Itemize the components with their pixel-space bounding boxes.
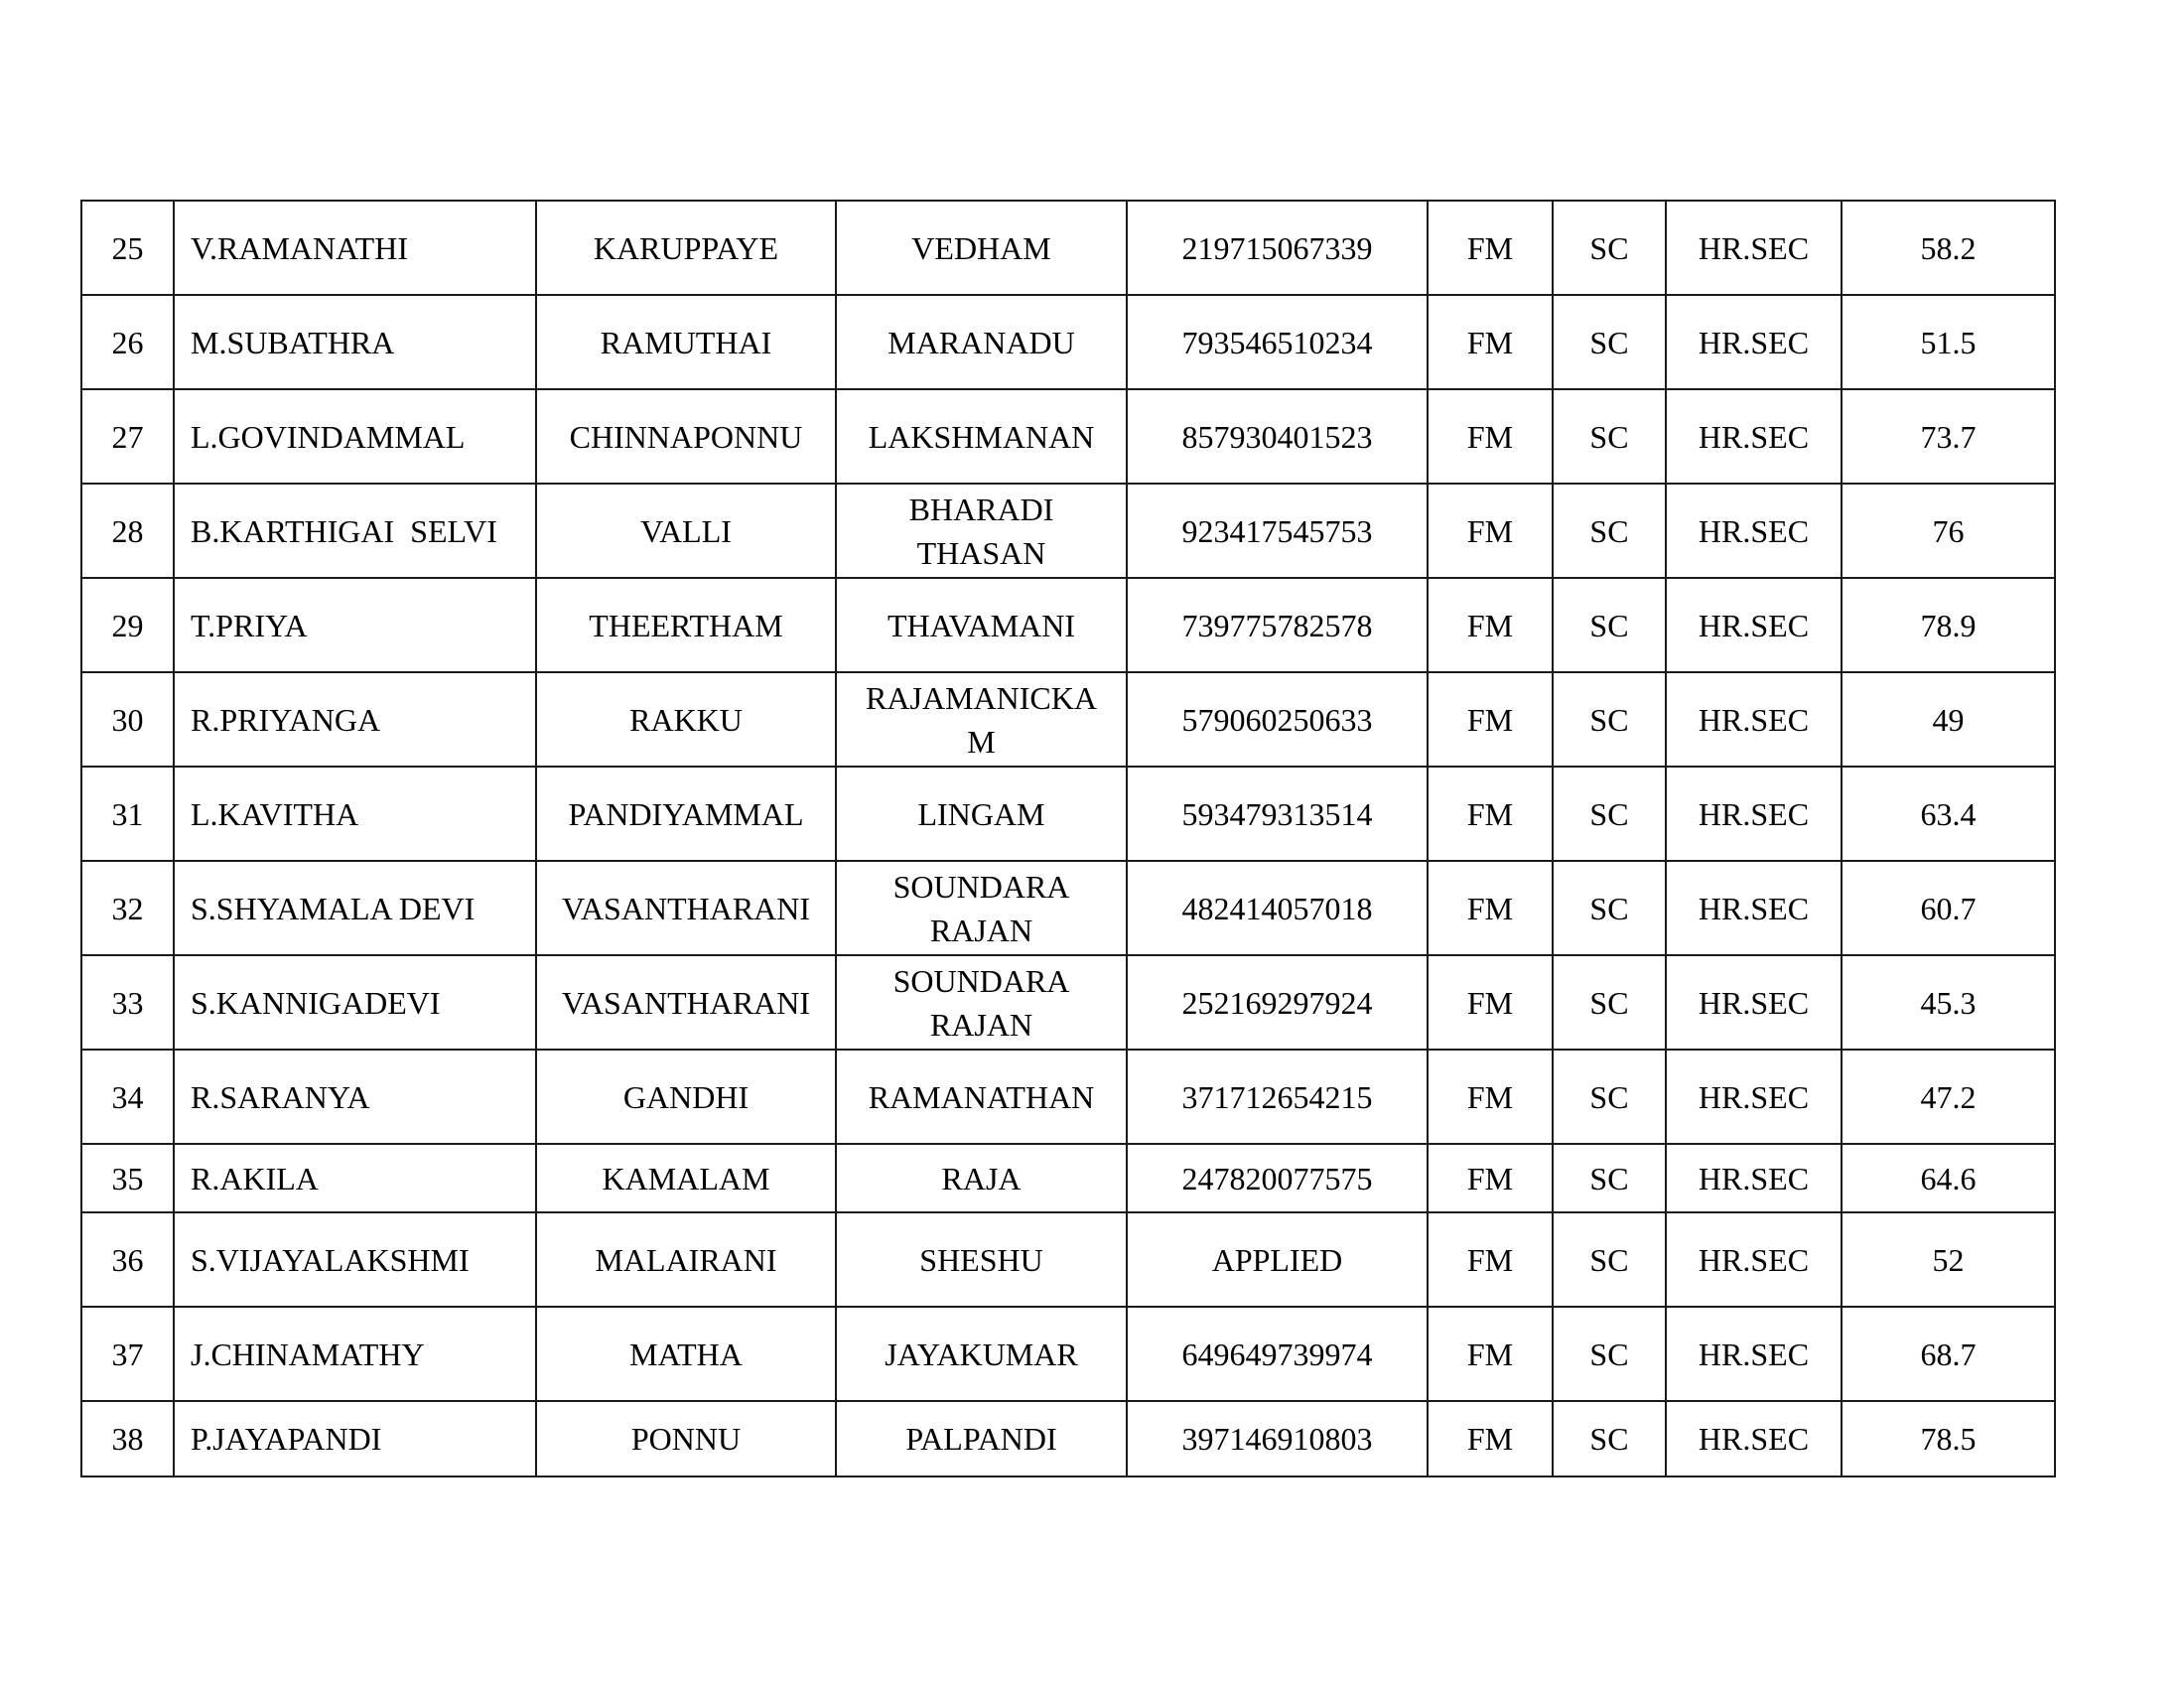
community-cell: SC [1553,672,1666,767]
gender-cell: FM [1428,578,1553,672]
serial-number-cell: 27 [81,389,174,484]
name-cell: R.SARANYA [174,1050,536,1144]
serial-number-cell: 28 [81,484,174,578]
community-cell: SC [1553,1212,1666,1307]
gender-cell: FM [1428,767,1553,861]
serial-number-cell: 38 [81,1401,174,1477]
community-cell: SC [1553,1050,1666,1144]
table-row [81,767,2055,861]
mother-name-cell: PANDIYAMMAL [536,767,836,861]
mark-percentage-cell: 60.7 [1842,861,2055,955]
mark-percentage-cell: 47.2 [1842,1050,2055,1144]
aadhaar-number-cell: 923417545753 [1127,484,1428,578]
qualification-cell: HR.SEC [1666,672,1842,767]
community-cell: SC [1553,1401,1666,1477]
qualification-cell: HR.SEC [1666,1307,1842,1401]
mother-name-cell: VASANTHARANI [536,861,836,955]
father-name-cell: BHARADI THASAN [836,484,1127,578]
serial-number-cell: 35 [81,1144,174,1212]
mother-name-cell: VASANTHARANI [536,955,836,1050]
mark-percentage-cell: 68.7 [1842,1307,2055,1401]
name-cell: J.CHINAMATHY [174,1307,536,1401]
gender-cell: FM [1428,295,1553,389]
serial-number-cell: 36 [81,1212,174,1307]
mark-percentage-cell: 45.3 [1842,955,2055,1050]
name-cell: S.VIJAYALAKSHMI [174,1212,536,1307]
aadhaar-number-cell: 649649739974 [1127,1307,1428,1401]
aadhaar-number-cell: 397146910803 [1127,1401,1428,1477]
aadhaar-number-cell: 579060250633 [1127,672,1428,767]
serial-number-cell: 25 [81,201,174,295]
name-cell: V.RAMANATHI [174,201,536,295]
mark-percentage-cell: 49 [1842,672,2055,767]
name-cell: L.KAVITHA [174,767,536,861]
gender-cell: FM [1428,1307,1553,1401]
mother-name-cell: CHINNAPONNU [536,389,836,484]
community-cell: SC [1553,955,1666,1050]
table-row [81,295,2055,389]
mark-percentage-cell: 73.7 [1842,389,2055,484]
gender-cell: FM [1428,1401,1553,1477]
name-cell: S.SHYAMALA DEVI [174,861,536,955]
father-name-cell: PALPANDI [836,1401,1127,1477]
aadhaar-number-cell: 793546510234 [1127,295,1428,389]
aadhaar-number-cell: 857930401523 [1127,389,1428,484]
serial-number-cell: 37 [81,1307,174,1401]
mark-percentage-cell: 58.2 [1842,201,2055,295]
mother-name-cell: KAMALAM [536,1144,836,1212]
father-name-cell: VEDHAM [836,201,1127,295]
name-cell: P.JAYAPANDI [174,1401,536,1477]
name-cell: L.GOVINDAMMAL [174,389,536,484]
table-row [81,672,2055,767]
name-cell: S.KANNIGADEVI [174,955,536,1050]
table-row [81,578,2055,672]
gender-cell: FM [1428,955,1553,1050]
records-table [80,200,2056,1477]
mother-name-cell: PONNU [536,1401,836,1477]
qualification-cell: HR.SEC [1666,1050,1842,1144]
community-cell: SC [1553,767,1666,861]
qualification-cell: HR.SEC [1666,389,1842,484]
mother-name-cell: VALLI [536,484,836,578]
table-row [81,201,2055,295]
serial-number-cell: 29 [81,578,174,672]
father-name-cell: JAYAKUMAR [836,1307,1127,1401]
mark-percentage-cell: 78.5 [1842,1401,2055,1477]
gender-cell: FM [1428,1212,1553,1307]
table-row [81,484,2055,578]
aadhaar-number-cell: 593479313514 [1127,767,1428,861]
qualification-cell: HR.SEC [1666,861,1842,955]
community-cell: SC [1553,578,1666,672]
mark-percentage-cell: 63.4 [1842,767,2055,861]
table-row [81,1050,2055,1144]
qualification-cell: HR.SEC [1666,767,1842,861]
qualification-cell: HR.SEC [1666,295,1842,389]
father-name-cell: THAVAMANI [836,578,1127,672]
gender-cell: FM [1428,201,1553,295]
table-row [81,861,2055,955]
father-name-cell: SOUNDARA RAJAN [836,861,1127,955]
serial-number-cell: 34 [81,1050,174,1144]
aadhaar-number-cell: 219715067339 [1127,201,1428,295]
aadhaar-number-cell: 247820077575 [1127,1144,1428,1212]
qualification-cell: HR.SEC [1666,955,1842,1050]
mother-name-cell: GANDHI [536,1050,836,1144]
mark-percentage-cell: 51.5 [1842,295,2055,389]
gender-cell: FM [1428,389,1553,484]
father-name-cell: SOUNDARA RAJAN [836,955,1127,1050]
aadhaar-number-cell: APPLIED [1127,1212,1428,1307]
aadhaar-number-cell: 482414057018 [1127,861,1428,955]
table-row [81,1307,2055,1401]
table-row [81,1401,2055,1477]
mother-name-cell: RAKKU [536,672,836,767]
community-cell: SC [1553,861,1666,955]
aadhaar-number-cell: 371712654215 [1127,1050,1428,1144]
gender-cell: FM [1428,484,1553,578]
qualification-cell: HR.SEC [1666,201,1842,295]
aadhaar-number-cell: 739775782578 [1127,578,1428,672]
community-cell: SC [1553,201,1666,295]
community-cell: SC [1553,1144,1666,1212]
qualification-cell: HR.SEC [1666,1144,1842,1212]
mother-name-cell: THEERTHAM [536,578,836,672]
serial-number-cell: 30 [81,672,174,767]
community-cell: SC [1553,389,1666,484]
name-cell: T.PRIYA [174,578,536,672]
community-cell: SC [1553,295,1666,389]
mother-name-cell: MATHA [536,1307,836,1401]
qualification-cell: HR.SEC [1666,1212,1842,1307]
serial-number-cell: 31 [81,767,174,861]
serial-number-cell: 32 [81,861,174,955]
mother-name-cell: RAMUTHAI [536,295,836,389]
aadhaar-number-cell: 252169297924 [1127,955,1428,1050]
community-cell: SC [1553,484,1666,578]
table-row [81,1212,2055,1307]
name-cell: R.AKILA [174,1144,536,1212]
father-name-cell: RAMANATHAN [836,1050,1127,1144]
name-cell: M.SUBATHRA [174,295,536,389]
gender-cell: FM [1428,672,1553,767]
name-cell: B.KARTHIGAI SELVI [174,484,536,578]
community-cell: SC [1553,1307,1666,1401]
father-name-cell: LAKSHMANAN [836,389,1127,484]
qualification-cell: HR.SEC [1666,1401,1842,1477]
father-name-cell: MARANADU [836,295,1127,389]
qualification-cell: HR.SEC [1666,484,1842,578]
mother-name-cell: KARUPPAYE [536,201,836,295]
father-name-cell: LINGAM [836,767,1127,861]
table-row [81,1144,2055,1212]
qualification-cell: HR.SEC [1666,578,1842,672]
name-cell: R.PRIYANGA [174,672,536,767]
serial-number-cell: 26 [81,295,174,389]
mother-name-cell: MALAIRANI [536,1212,836,1307]
mark-percentage-cell: 64.6 [1842,1144,2055,1212]
father-name-cell: SHESHU [836,1212,1127,1307]
gender-cell: FM [1428,861,1553,955]
mark-percentage-cell: 52 [1842,1212,2055,1307]
gender-cell: FM [1428,1144,1553,1212]
father-name-cell: RAJAMANICKAM [836,672,1127,767]
mark-percentage-cell: 78.9 [1842,578,2055,672]
serial-number-cell: 33 [81,955,174,1050]
table-row [81,955,2055,1050]
father-name-cell: RAJA [836,1144,1127,1212]
mark-percentage-cell: 76 [1842,484,2055,578]
table-row [81,389,2055,484]
gender-cell: FM [1428,1050,1553,1144]
